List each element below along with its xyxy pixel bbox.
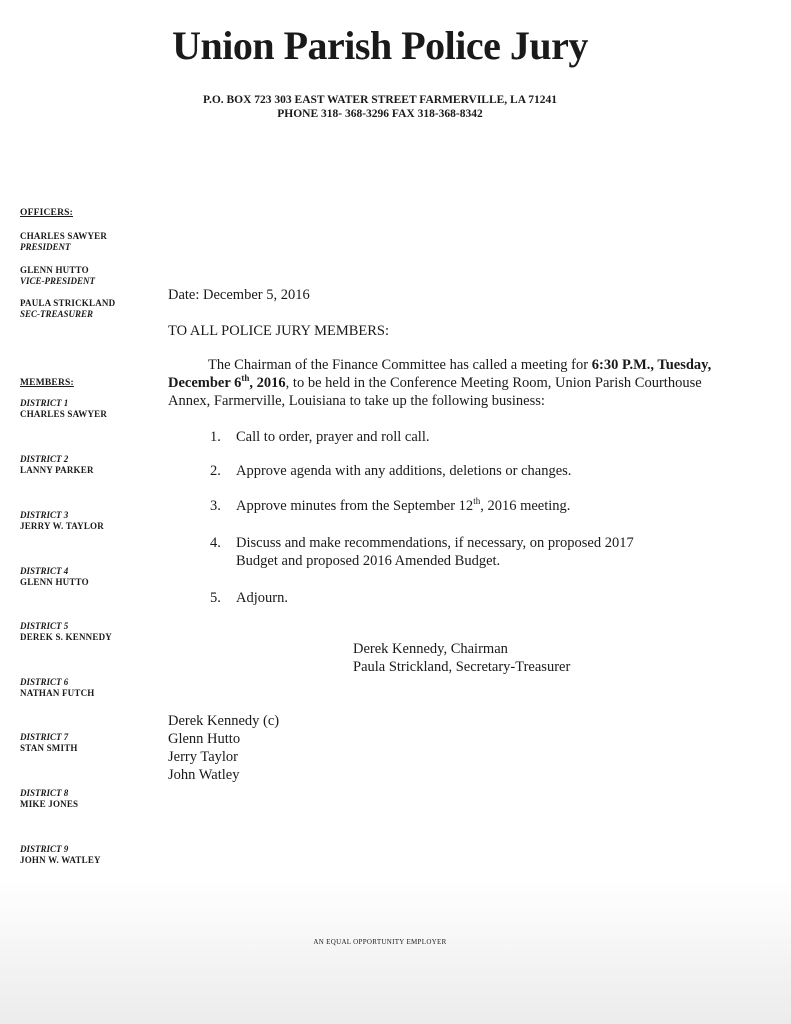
officer-entry: CHARLES SAWYER PRESIDENT: [20, 231, 108, 252]
committee-member-list: [168, 712, 279, 784]
officer-entry: GLENN HUTTO VICE-PRESIDENT: [20, 265, 96, 286]
committee-member: John Watley: [168, 767, 240, 783]
meeting-time: 6:30 P.M., Tuesday, December 6th, 2016: [168, 357, 712, 391]
member-entry: DISTRICT 2 LANNY PARKER: [20, 454, 94, 475]
member-entry: DISTRICT 4 GLENN HUTTO: [20, 566, 89, 587]
member-entry: DISTRICT 5 DEREK S. KENNEDY: [20, 621, 112, 642]
letter-date: Date: December 5, 2016: [168, 287, 310, 303]
committee-member: Jerry Taylor: [168, 749, 238, 765]
signature-secretary: Paula Strickland, Secretary-Treasurer: [353, 659, 571, 675]
member-entry: DISTRICT 6 NATHAN FUTCH: [20, 677, 95, 698]
member-entry: DISTRICT 8 MIKE JONES: [20, 788, 79, 809]
letterhead-address: P.O. BOX 723 303 EAST WATER STREET FARMERVILLE, LA 71241: [202, 94, 558, 106]
agenda-item: 4. Discuss and make recommendations, if necessary, on proposed 2017 Budget and proposed 2016 Amended Budget.: [210, 535, 634, 569]
page-bottom-shading: [0, 880, 791, 1024]
agenda-item: 2. Approve agenda with any additions, deletions or changes.: [210, 463, 572, 479]
agenda-item: 1. Call to order, prayer and roll call.: [210, 429, 430, 445]
letterhead-title: Union Parish Police Jury: [172, 23, 588, 68]
agenda-item: 3. Approve minutes from the September 12th, 2016 meeting.: [210, 496, 571, 514]
members-heading: MEMBERS:: [20, 378, 74, 388]
footer-text: AN EQUAL OPPORTUNITY EMPLOYER: [313, 938, 447, 946]
member-entry: DISTRICT 7 STAN SMITH: [20, 732, 78, 753]
letter-salutation: TO ALL POLICE JURY MEMBERS:: [168, 323, 390, 339]
member-entry: DISTRICT 3 JERRY W. TAYLOR: [20, 510, 104, 531]
member-entry: DISTRICT 1 CHARLES SAWYER: [20, 398, 108, 419]
letterhead-phone: PHONE 318- 368-3296 FAX 318-368-8342: [277, 108, 483, 120]
officers-heading: OFFICERS:: [20, 208, 73, 218]
committee-member: Derek Kennedy (c): [168, 713, 280, 729]
committee-member: Glenn Hutto: [168, 731, 241, 747]
member-entry: DISTRICT 9 JOHN W. WATLEY: [20, 844, 101, 865]
agenda-item: 5. Adjourn.: [210, 590, 288, 606]
letter-body-paragraph: The Chairman of the Finance Committee has called a meeting for 6:30 P.M., Tuesday, December 6th, 2016, to be held in the Conference Meeting Room, Union Parish Courthouse Annex, Farmerville, Louisiana to take up the following business:: [168, 357, 712, 409]
officer-entry: PAULA STRICKLAND SEC-TREASURER: [20, 298, 116, 319]
signature-chairman: Derek Kennedy, Chairman: [353, 641, 508, 657]
